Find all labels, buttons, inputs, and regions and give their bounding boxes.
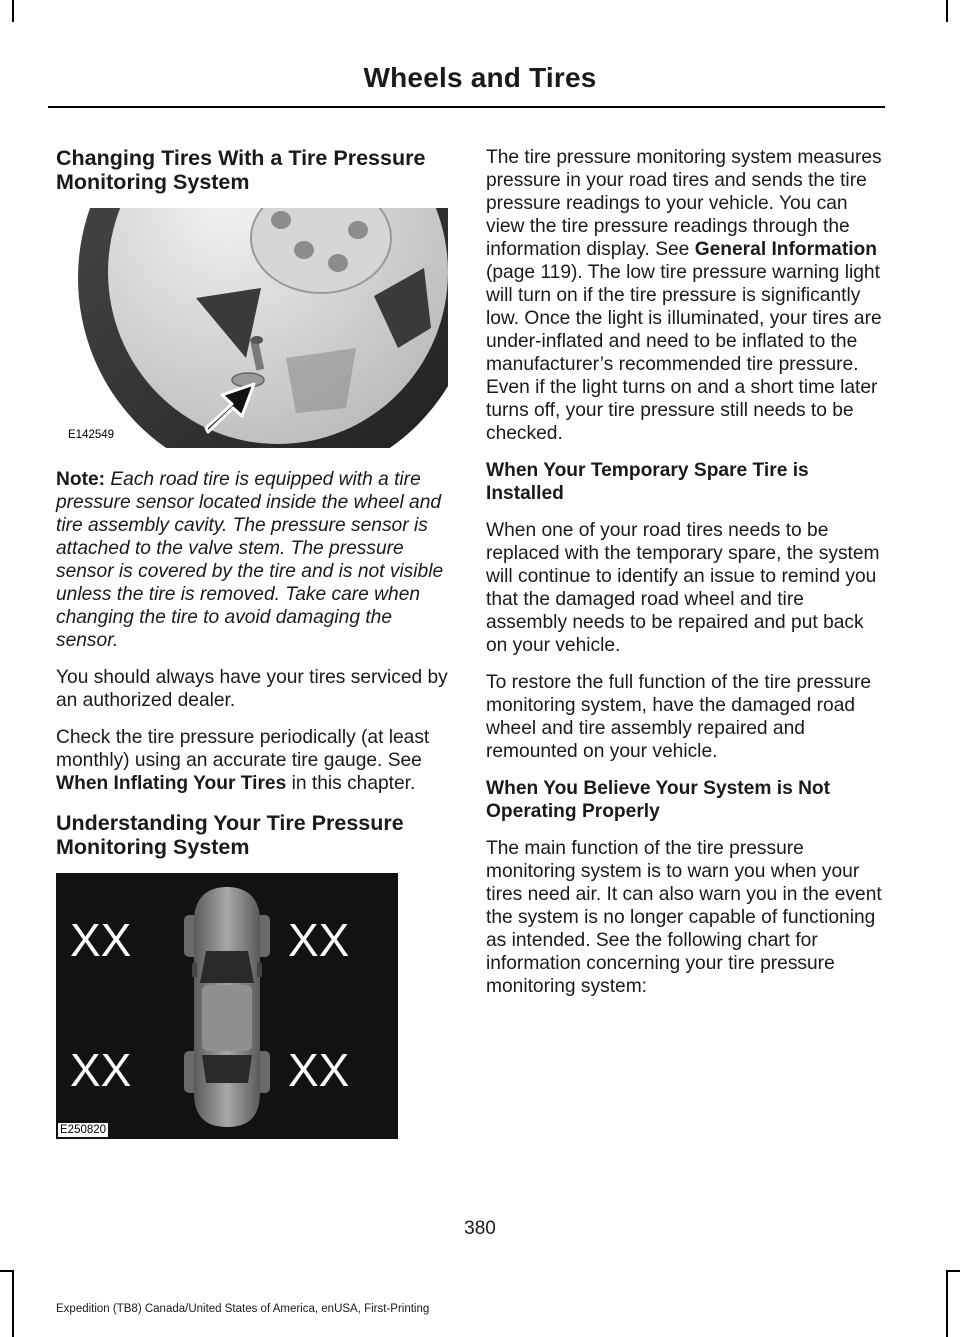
text-fragment: Check the tire pressure periodically (at least monthly) using an accurate tire gauge. See (56, 727, 430, 771)
paragraph-restore-function: To restore the full function of the tire pressure monitoring system, have the damaged road wheel and tire assembly repaired and remounted on your vehicle. (486, 672, 872, 762)
page-header-title: Wheels and Tires (363, 62, 597, 93)
note-label: Note: (56, 469, 106, 490)
crop-mark (12, 0, 14, 22)
paragraph-check-pressure (56, 726, 448, 795)
tire-pressure-value-front-left: XX (70, 914, 132, 966)
footer-text: Expedition (TB8) Canada/United States of America, enUSA, First-Printing (56, 1303, 430, 1315)
tire-pressure-value-front-right: XX (288, 914, 350, 966)
wheel-illustration (56, 208, 448, 448)
paragraph-tpms-description (486, 146, 884, 445)
paragraph-temporary-spare: When one of your road tires needs to be replaced with the temporary spare, the system will continue to identify an issue to remind you that the damaged road wheel and tire assembly needs to be repaired and put back on your vehicle. (486, 520, 880, 656)
cross-reference-link[interactable]: General Information (694, 239, 877, 260)
tire-pressure-value-rear-left: XX (70, 1044, 132, 1096)
subheading-not-operating: When You Believe Your System is Not Operating Properly (486, 778, 831, 822)
vehicle-top-view-icon (56, 873, 398, 1139)
paragraph-dealer-service: You should always have your tires serviced by an authorized dealer. (56, 667, 448, 711)
text-fragment: (page 119). The low tire pressure warning light will turn on if the tire pressure is significantly low. Once the light is illuminated, your tires are under-inflated and need to be inflated to the manufacturer’s recommended tire pressure. Even if the light turns on and a short time later turns off, your tire pressure still needs to be checked. (486, 262, 882, 444)
left-column (56, 146, 448, 1159)
figure-id: E250820 (60, 1124, 107, 1136)
header-divider (48, 106, 885, 108)
figure-wheel-valve-stem (56, 208, 448, 448)
crop-mark (0, 1270, 12, 1272)
crop-mark (946, 1270, 948, 1337)
tire-pressure-value-rear-right: XX (288, 1044, 350, 1096)
crop-mark (946, 0, 948, 22)
crop-mark (948, 1270, 960, 1272)
section-heading-changing-tires: Changing Tires With a Tire Pressure Monitoring System (56, 146, 426, 194)
right-column (486, 146, 884, 1012)
subheading-temporary-spare: When Your Temporary Spare Tire is Installed (486, 460, 809, 504)
paragraph-main-function: The main function of the tire pressure monitoring system is to warn you when your tires need air. It can also warn you in the event the system is no longer capable of functioning as intended. See the following chart for information concerning your tire pressure monitoring system: (486, 838, 882, 997)
section-heading-understanding-tpms: Understanding Your Tire Pressure Monitoring System (56, 811, 404, 859)
figure-tire-pressure-display (56, 873, 398, 1139)
text-fragment: in this chapter. (286, 773, 416, 794)
figure-id: E142549 (68, 429, 115, 441)
cross-reference-link[interactable]: When Inflating Your Tires (56, 773, 287, 794)
note-text: Each road tire is equipped with a tire pressure sensor located inside the wheel and tire assembly cavity. The pressure sensor is attached to the valve stem. The pressure sensor is covered by the tire and is not visible unless the tire is removed. Take care when changing the tire to avoid damaging the sensor. (56, 469, 444, 651)
page-number: 380 (464, 1218, 496, 1239)
note-paragraph (56, 468, 448, 652)
crop-mark (12, 1270, 14, 1337)
text-fragment: The tire pressure monitoring system measures pressure in your road tires and sends the tire pressure readings to your vehicle. You can view the tire pressure readings through the information display. See (486, 147, 882, 260)
